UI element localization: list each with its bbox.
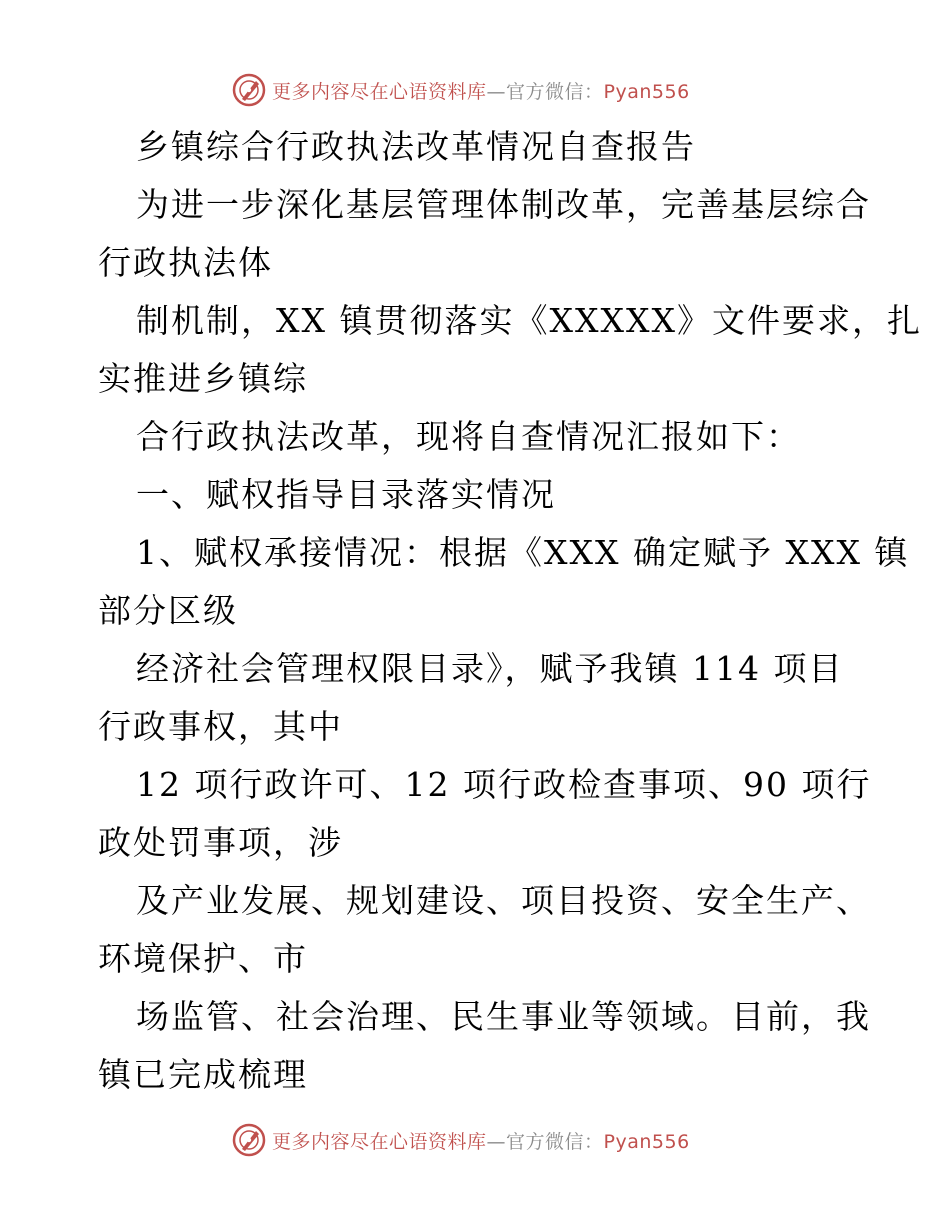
watermark-footer (232, 1120, 690, 1160)
document-body (98, 118, 922, 1104)
paragraph-line: 镇已完成梳理 (98, 1055, 308, 1094)
paragraph-line: 经济社会管理权限目录》，赋予我镇 114 项目 (136, 649, 844, 688)
watermark-separator: — (486, 1130, 507, 1153)
paragraph-line: 1、赋权承接情况：根据《XXX 确定赋予 XXX 镇 (136, 533, 910, 572)
paragraph-line: 实推进乡镇综 (98, 359, 308, 398)
document-title: 乡镇综合行政执法改革情况自查报告 (136, 127, 696, 166)
paragraph-line: 部分区级 (98, 591, 238, 630)
paragraph-line: 政处罚事项，涉 (98, 823, 343, 862)
watermark-text (272, 1127, 690, 1154)
pen-seal-icon (232, 1123, 266, 1157)
watermark-wechat-id: Pyan556 (603, 80, 690, 103)
watermark-wechat-id: Pyan556 (603, 1130, 690, 1153)
paragraph-line: 制机制，XX 镇贯彻落实《XXXXX》文件要求，扎 (136, 301, 922, 340)
watermark-main-text: 更多内容尽在心语资料库 (272, 80, 487, 103)
paragraph-line: 行政事权，其中 (98, 707, 343, 746)
watermark-text (272, 77, 690, 104)
section-heading: 一、赋权指导目录落实情况 (136, 475, 556, 514)
paragraph-line: 12 项行政许可、12 项行政检查事项、90 项行 (136, 765, 872, 804)
watermark-separator: — (486, 80, 507, 103)
pen-seal-icon (232, 73, 266, 107)
paragraph-line: 合行政执法改革，现将自查情况汇报如下： (136, 417, 801, 456)
paragraph-line: 为进一步深化基层管理体制改革，完善基层综合 (136, 185, 871, 224)
watermark-wechat-label: 官方微信： (506, 1130, 604, 1153)
paragraph-line: 行政执法体 (98, 243, 273, 282)
watermark-main-text: 更多内容尽在心语资料库 (272, 1130, 487, 1153)
paragraph-line: 场监管、社会治理、民生事业等领域。目前，我 (136, 997, 871, 1036)
paragraph-line: 及产业发展、规划建设、项目投资、安全生产、 (136, 881, 871, 920)
paragraph-line: 环境保护、市 (98, 939, 308, 978)
watermark-header (232, 70, 690, 110)
watermark-wechat-label: 官方微信： (506, 80, 604, 103)
